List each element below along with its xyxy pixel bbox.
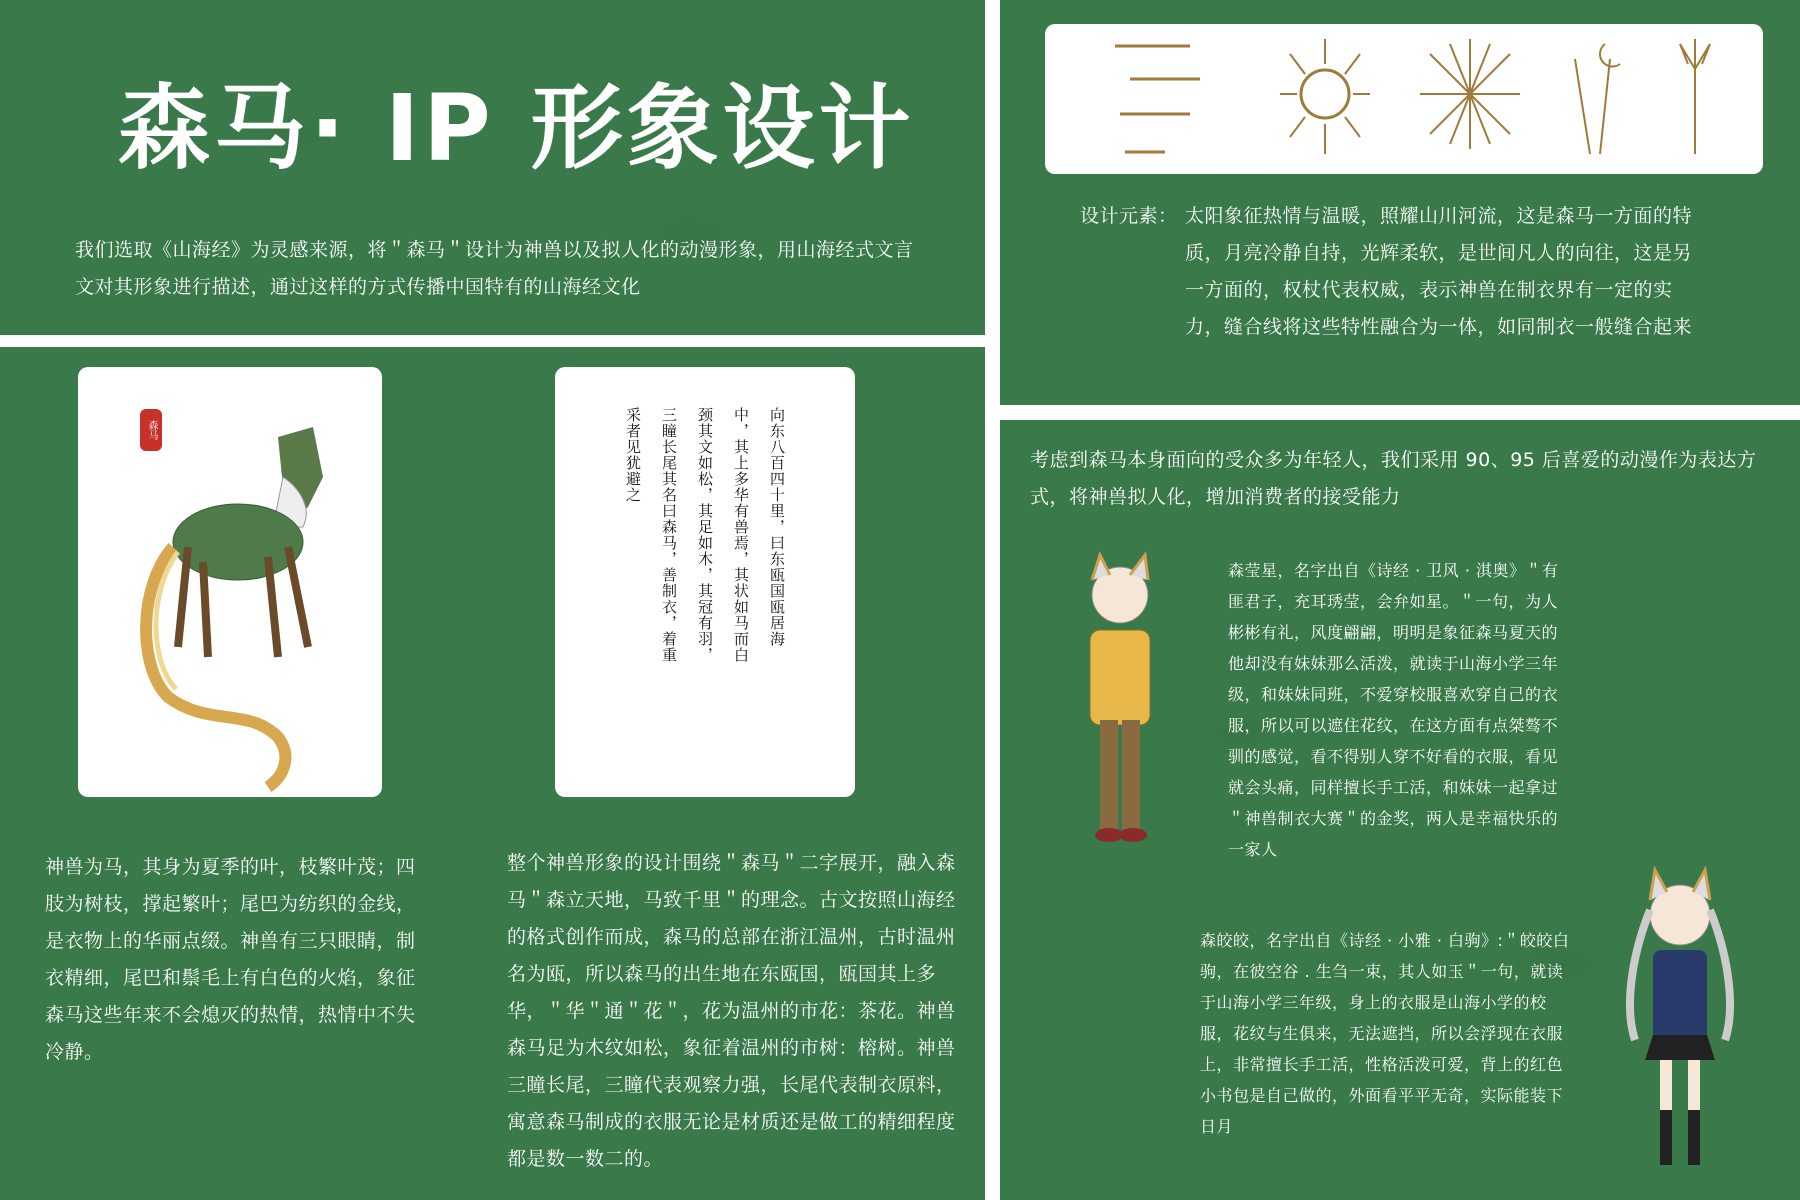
classical-text: 向东八百四十里，曰东瓯国瓯居海中，其上多华有兽焉，其状如马而白颈其文如松，其足如木，其冠有羽，三瞳长尾其名曰森马，善制衣，着重采者见犹避之: [624, 407, 786, 663]
boy-character: [1065, 550, 1175, 860]
seal-stamp: 森马: [140, 409, 162, 451]
classical-text-card: [555, 367, 855, 797]
beast-illustration-card: [78, 367, 382, 797]
design-concept: 整个神兽形象的设计围绕＂森马＂二字展开，融入森马＂森立天地，马致千里＂的理念。古文按照山海经的格式创作而成，森马的总部在浙江温州，古时温州名为瓯，所以森马的出生地在东瓯国，瓯国其上多华，＂华＂通＂花＂，花为温州的市花：茶花。神兽森马足为木纹如松，象征着温州的市树：榕树。神兽三瞳长尾，三瞳代表观察力强，长尾代表制衣原料，寓意森马制成的衣服无论是材质还是做工的精细程度都是数一数二的。: [507, 852, 956, 1170]
sewing-line-icon: [1110, 34, 1210, 164]
icons-card: [1045, 24, 1763, 174]
beast-panel: [0, 347, 985, 1200]
design-elements-text: 太阳象征热情与温暖，照耀山川河流，这是森马一方面的特质，月亮冷静自持，光辉柔软，是世间凡人的向往，这是另一方面的，权杖代表权威，表示神兽在制衣界有一定的实力，缝合线将这些特性融合为一体，如同制衣一般缝合起来: [1185, 205, 1693, 338]
character-girl-text: 森皎皎，名字出自《诗经 · 小雅 · 白驹》:＂皎皎白驹，在彼空谷 . 生刍一束，其人如玉＂一句，就读于山海小学三年级，身上的衣服是山海小学的校服，花纹与生俱来，无法遮挡，所以会浮现在衣服上，非常擅长手工活，性格活泼可爱，背上的红色小书包是自己做的，外面看平平无奇，实际能装下日月: [1200, 931, 1570, 1136]
title-panel: [0, 0, 985, 335]
beast-illustration: [78, 367, 382, 797]
scepter-icon: [1660, 29, 1730, 159]
anthropomorphic-intro: 考虑到森马本身面向的受众多为年轻人，我们采用 90、95 后喜爱的动漫作为表达方式，将神兽拟人化，增加消费者的接受能力: [1030, 449, 1757, 508]
design-elements-panel: [1000, 0, 1800, 405]
moon-staff-icon: [1565, 29, 1635, 159]
beast-description: 神兽为马，其身为夏季的叶，枝繁叶茂；四肢为树枝，撑起繁叶；尾巴为纺织的金线，是衣物上的华丽点缀。神兽有三只眼睛，制衣精细，尾巴和鬃毛上有白色的火焰，象征森马这些年来不会熄灭的热情，热情中不失冷静。: [45, 856, 416, 1063]
design-elements-label: 设计元素：: [1080, 205, 1178, 227]
page-title: 森马· IP 形象设计: [118, 75, 915, 182]
characters-panel: [1000, 420, 1800, 1200]
intro-text: 我们选取《山海经》为灵感来源，将＂森马＂设计为神兽以及拟人化的动漫形象，用山海经式文言文对其形象进行描述，通过这样的方式传播中国特有的山海经文化: [75, 239, 914, 298]
girl-character: [1615, 860, 1745, 1190]
starburst-icon: [1415, 29, 1525, 159]
character-boy-text: 森莹星，名字出自《诗经 · 卫风 · 淇奥》＂有匪君子，充耳琇莹，会弁如星。＂一句，为人彬彬有礼，风度翩翩，明明是象征森马夏天的他却没有妹妹那么活泼，就读于山海小学三年级，和妹妹同班，不爱穿校服喜欢穿自己的衣服，所以可以遮住花纹，在这方面有点桀骜不驯的感觉，看不得别人穿不好看的衣服，看见就会头痛，同样擅长手工活，和妹妹一起拿过＂神兽制衣大赛＂的金奖，两人是幸福快乐的一家人: [1228, 561, 1559, 859]
sun-icon: [1275, 29, 1375, 159]
